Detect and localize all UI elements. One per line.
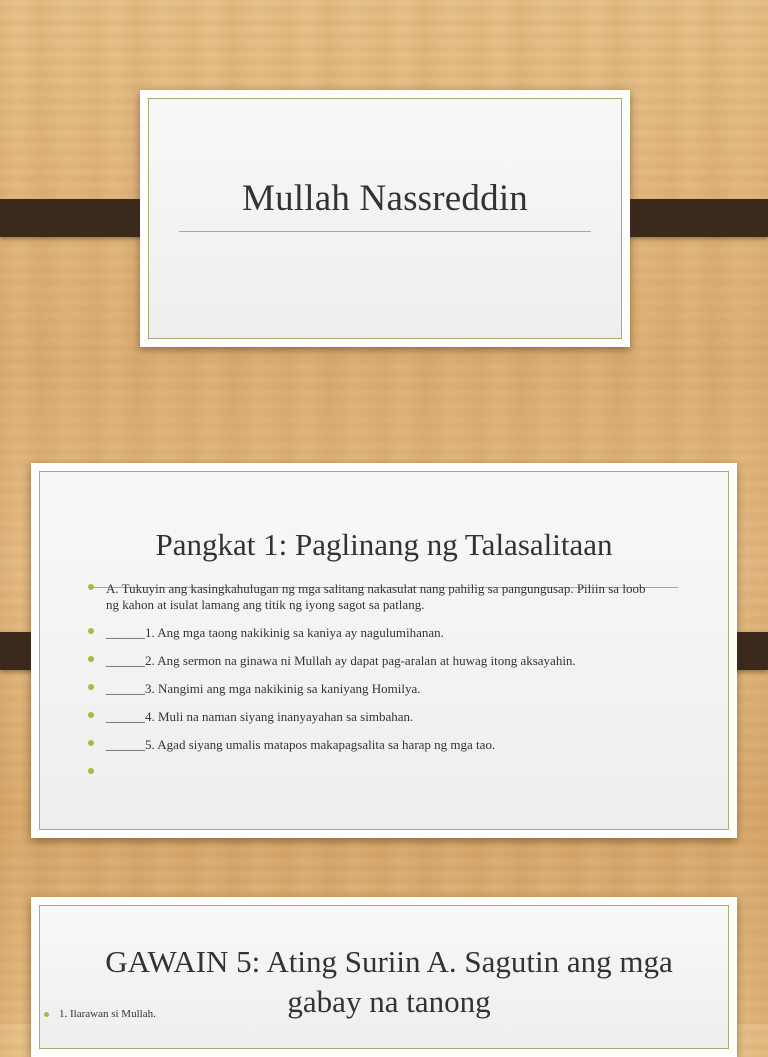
bullet-icon [88, 628, 94, 634]
bullet-icon [88, 712, 94, 718]
slide-1-title-rule [179, 231, 591, 232]
slide-1-right-tab [613, 199, 768, 237]
list-item: ______3. Nangimi ang mga nakikinig sa kaniyang Homilya. [106, 681, 658, 697]
bullet-icon [88, 684, 94, 690]
slide-3-first-bullet: 1. Ilarawan si Mullah. [44, 1008, 156, 1020]
slide-2-frame [39, 471, 729, 830]
slide-3-frame [39, 905, 729, 1049]
slide-2-title: Pangkat 1: Paglinang ng Talasalitaan [155, 527, 613, 562]
bullet-icon [88, 656, 94, 662]
slide-3 [31, 897, 737, 1057]
slide-3-title: GAWAIN 5: Ating Suriin A. Sagutin ang mga gabay na tanong [105, 944, 673, 1019]
bullet-icon [88, 768, 94, 774]
slide-2 [31, 463, 737, 838]
bullet-icon [44, 1012, 49, 1017]
slide-1-title: Mullah Nassreddin [242, 178, 528, 219]
list-item: ______2. Ang sermon na ginawa ni Mullah ay dapat pag-aralan at huwag itong aksayahin. [106, 653, 658, 669]
bullet-icon [88, 584, 94, 590]
slide-1 [140, 90, 630, 347]
list-item: ______5. Agad siyang umalis matapos makapagsalita sa harap ng mga tao. [106, 737, 658, 753]
slide-1-frame [148, 98, 622, 339]
slide-2-bullet-list [106, 581, 658, 765]
slide-1-left-tab [0, 199, 155, 237]
list-item: ______4. Muli na naman siyang inanyayahan sa simbahan. [106, 709, 658, 725]
list-item: ______1. Ang mga taong nakikinig sa kaniya ay nagulumihanan. [106, 625, 658, 641]
bullet-icon [88, 740, 94, 746]
list-item: A. Tukuyin ang kasingkahulugan ng mga salitang nakasulat nang pahilig sa pangungusap. Piliin sa loob ng kahon at isulat lamang ang titik ng iyong sagot sa patlang. [106, 581, 658, 613]
